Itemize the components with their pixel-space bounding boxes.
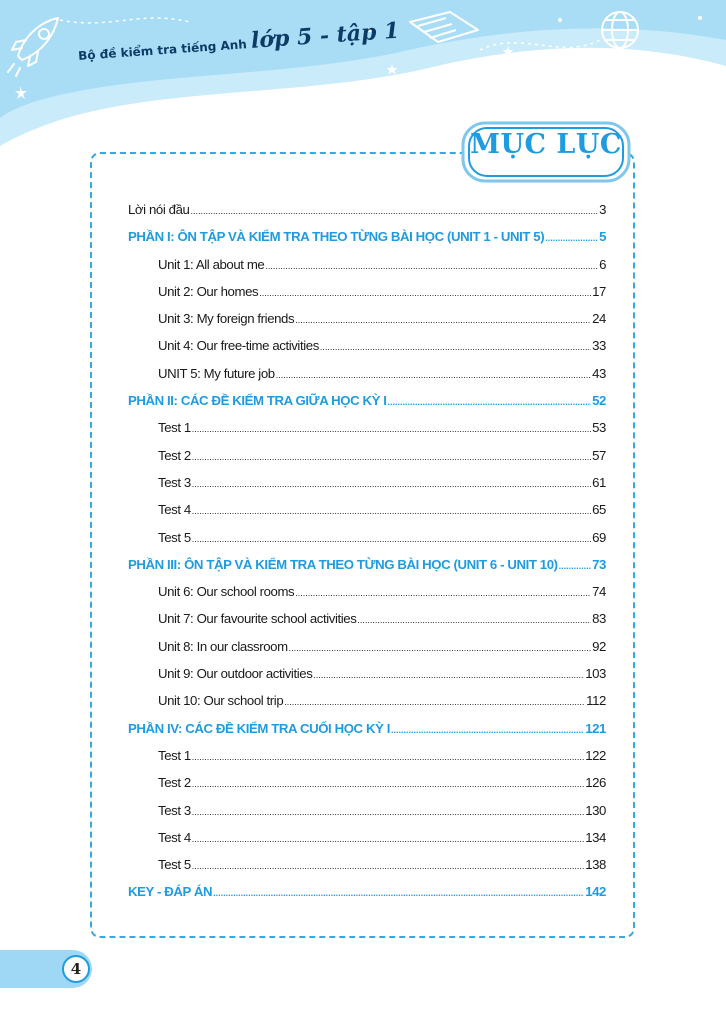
toc-entry[interactable] [128, 448, 606, 475]
toc-entry[interactable] [128, 420, 606, 447]
dot-leader [388, 397, 592, 407]
toc-entry[interactable] [128, 338, 606, 365]
toc-entry-title: Test 1 [158, 420, 191, 436]
toc-entry[interactable] [128, 502, 606, 529]
toc-heading: MỤC LỤC [470, 129, 622, 160]
dot-leader [545, 233, 598, 243]
toc-entry-title: Test 3 [158, 802, 191, 818]
dot-leader [265, 261, 598, 271]
dot-leader [192, 479, 591, 489]
toc-entry-page: 52 [592, 393, 606, 409]
toc-section-entry[interactable] [128, 393, 606, 420]
toc-entry-page: 73 [592, 556, 606, 572]
toc-entry-title: Unit 7: Our favourite school activities [158, 611, 357, 627]
toc-entry-title: Test 2 [158, 447, 191, 463]
book-title-prefix: Bộ đề kiểm tra tiếng Anh [77, 37, 248, 63]
dot-leader [284, 697, 585, 707]
toc-entry[interactable] [128, 530, 606, 557]
page-number: 4 [62, 955, 90, 983]
toc-entry[interactable] [128, 639, 606, 666]
dot-leader [357, 615, 591, 625]
dot-leader [190, 206, 598, 216]
toc-entry[interactable] [128, 284, 606, 311]
toc-entry[interactable] [128, 775, 606, 802]
toc-entry-page: 74 [592, 584, 606, 600]
toc-entry-page: 57 [592, 447, 606, 463]
dot-leader [289, 643, 591, 653]
toc-entry-title: Test 2 [158, 775, 191, 791]
book-title-grade: lớp 5 - tập 1 [250, 17, 401, 54]
toc-entry[interactable] [128, 803, 606, 830]
dot-leader [192, 807, 584, 817]
toc-entry-title: Test 5 [158, 529, 191, 545]
toc-entry-title: Unit 9: Our outdoor activities [158, 666, 313, 682]
toc-entry[interactable] [128, 857, 606, 884]
dot-leader [192, 834, 584, 844]
dot-leader [192, 534, 591, 544]
toc-entry-title: Test 4 [158, 502, 191, 518]
toc-entry-title: Unit 4: Our free-time activities [158, 338, 319, 354]
dot-leader [313, 670, 584, 680]
toc-entry-title: Unit 6: Our school rooms [158, 584, 295, 600]
toc-entry-page: 5 [599, 229, 606, 245]
toc-entry[interactable] [128, 748, 606, 775]
toc-section-entry[interactable] [128, 721, 606, 748]
toc-entry-title: Lời nói đầu [128, 202, 190, 217]
toc-entry[interactable] [128, 666, 606, 693]
toc-entry-title: Unit 10: Our school trip [158, 693, 284, 709]
toc-entry-page: 142 [585, 884, 606, 900]
dot-leader [192, 779, 584, 789]
toc-entry-page: 122 [585, 747, 606, 763]
toc-entry[interactable] [128, 257, 606, 284]
toc-entry-title: KEY - ĐÁP ÁN [128, 884, 213, 900]
toc-entry[interactable] [128, 475, 606, 502]
toc-entry-title: Test 3 [158, 474, 191, 490]
dot-leader [559, 561, 591, 571]
toc-entry-page: 61 [592, 474, 606, 490]
toc-entry-page: 92 [592, 638, 606, 654]
toc-entry-title: PHẦN III: ÔN TẬP VÀ KIỂM TRA THEO TỪNG BÀI HỌC (UNIT 6 - UNIT 10) [128, 556, 558, 572]
toc-entry-title: Test 1 [158, 747, 191, 763]
toc-entry-title: PHẦN II: CÁC ĐỀ KIỂM TRA GIỮA HỌC KỲ I [128, 393, 387, 409]
toc-entry[interactable] [128, 584, 606, 611]
toc-entry-page: 43 [592, 365, 606, 381]
toc-entry[interactable] [128, 202, 606, 229]
toc-section-entry[interactable] [128, 229, 606, 256]
toc-entry-page: 134 [585, 829, 606, 845]
dot-leader [192, 452, 591, 462]
dot-leader [192, 506, 591, 516]
toc-entry-title: Unit 3: My foreign friends [158, 311, 295, 327]
dot-leader [192, 861, 584, 871]
dot-leader [276, 370, 591, 380]
toc-entry-page: 112 [586, 693, 606, 709]
toc-entry-page: 138 [585, 857, 606, 873]
toc-entry-page: 126 [585, 775, 606, 791]
dot-leader [192, 424, 591, 434]
dot-leader [295, 588, 591, 598]
toc-entry-page: 3 [599, 202, 606, 217]
dot-leader [391, 725, 584, 735]
toc-entry-page: 53 [592, 420, 606, 436]
dot-leader [192, 752, 584, 762]
toc-entry[interactable] [128, 830, 606, 857]
toc-entry[interactable] [128, 311, 606, 338]
dot-leader [213, 888, 584, 898]
toc-entry-page: 130 [585, 802, 606, 818]
toc-entry-title: PHẦN I: ÔN TẬP VÀ KIỂM TRA THEO TỪNG BÀI HỌC (UNIT 1 - UNIT 5) [128, 229, 545, 245]
toc-section-entry[interactable] [128, 884, 606, 911]
toc-entry-title: Test 4 [158, 829, 191, 845]
toc-list [128, 202, 606, 912]
dot-leader [320, 342, 591, 352]
toc-entry-title: Unit 8: In our classroom [158, 638, 288, 654]
dot-leader [259, 288, 591, 298]
toc-entry-page: 24 [592, 311, 606, 327]
toc-entry-page: 17 [592, 283, 606, 299]
toc-entry-page: 33 [592, 338, 606, 354]
toc-entry[interactable] [128, 693, 606, 720]
toc-entry-page: 6 [599, 256, 606, 272]
toc-entry-page: 65 [592, 502, 606, 518]
toc-entry-title: PHẦN IV: CÁC ĐỀ KIỂM TRA CUỐI HỌC KỲ I [128, 720, 390, 736]
toc-entry-page: 121 [585, 720, 606, 736]
toc-entry-page: 103 [585, 666, 606, 682]
toc-entry-page: 83 [592, 611, 606, 627]
toc-entry-title: Test 5 [158, 857, 191, 873]
toc-entry-title: Unit 2: Our homes [158, 283, 259, 299]
toc-entry-title: UNIT 5: My future job [158, 365, 275, 381]
toc-entry-page: 69 [592, 529, 606, 545]
dot-leader [295, 315, 591, 325]
toc-section-entry[interactable] [128, 557, 606, 584]
toc-entry[interactable] [128, 366, 606, 393]
toc-entry-title: Unit 1: All about me [158, 256, 265, 272]
toc-entry[interactable] [128, 611, 606, 638]
